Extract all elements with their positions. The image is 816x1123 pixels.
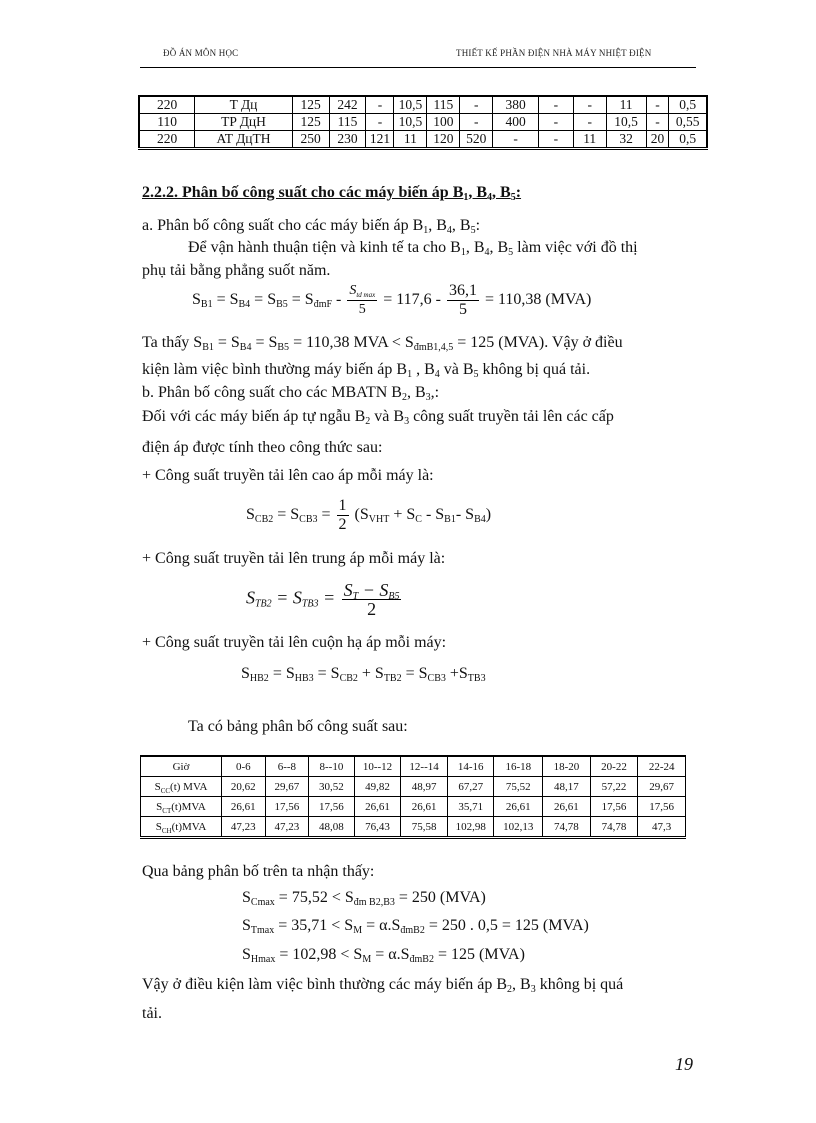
conclusion-line: Ta thấy $S_{B1} = S_{B4} = S_{B5} = 110,38$ MVA < $S_{đmB1,4,5} = 125$ (MVA). Vậy ở điều (142, 334, 623, 353)
table-row (141, 817, 686, 838)
table-row (139, 96, 707, 114)
equation-shb2: $S_{HB2} = S_{HB3} = S_{CB2} + S_{TB2} = S_{CB3} +S_{TB3}$ (241, 665, 486, 684)
table-cell: 0,55 (669, 114, 707, 131)
table-cell: 26,61 (401, 797, 448, 817)
table-cell: 11 (573, 131, 606, 149)
table-cell: 17,56 (265, 797, 309, 817)
paragraph-line: phụ tải bằng phẳng suốt năm. (142, 262, 331, 279)
list-item: + Công suất truyền tải lên cuộn hạ áp mỗi máy: (142, 634, 447, 651)
fraction: $\frac{S_T - S_{B5}}{2}$ (343, 580, 400, 619)
table-header-cell: 20-22 (590, 756, 638, 777)
table-row (141, 777, 686, 797)
table-cell: 74,78 (590, 817, 638, 838)
table-cell: 47,23 (265, 817, 309, 838)
table-cell: - (573, 114, 606, 131)
table-cell: 520 (460, 131, 493, 149)
table-cell: 10,5 (394, 114, 427, 131)
table-header-cell: Giờ (141, 756, 222, 777)
table-cell: 10,5 (394, 96, 427, 114)
table-row (141, 797, 686, 817)
table-cell: 121 (366, 131, 394, 149)
table-cell: 110 (139, 114, 195, 131)
table-cell: 115 (427, 96, 460, 114)
table-cell: 220 (139, 96, 195, 114)
table-header-cell: 14-16 (447, 756, 494, 777)
table-cell: 125 (292, 114, 329, 131)
header-rule (140, 67, 696, 68)
table-cell: T Дц (195, 96, 293, 114)
table-header-cell: 8--10 (309, 756, 355, 777)
table-cell: 400 (493, 114, 539, 131)
table-cell: 49,82 (354, 777, 401, 797)
table-cell: - (460, 114, 493, 131)
table-cell: - (366, 114, 394, 131)
table-cell: 67,27 (447, 777, 494, 797)
paragraph-line: điện áp được tính theo công thức sau: (142, 439, 383, 456)
fraction: $\frac{1}{2}$ (338, 497, 347, 533)
table-cell: 17,56 (309, 797, 355, 817)
conclusion-line: Vậy ở điều kiện làm việc bình thường các máy biến áp $B_2$, $B_3$ không bị quá (142, 976, 624, 995)
table-cell: 29,67 (265, 777, 309, 797)
table-cell: 74,78 (543, 817, 591, 838)
table-cell: 26,61 (543, 797, 591, 817)
table-cell: 380 (493, 96, 539, 114)
inequality-line: $S_{Tmax} = 35,71 < S_M = \alpha.S_{đmB2} = 250$ . 0,5 = 125 (MVA) (242, 917, 589, 936)
table-cell: 250 (292, 131, 329, 149)
table-cell: - (539, 131, 574, 149)
row-label: $S_{CC}(t)$ MVA (141, 777, 222, 797)
subsection-b-title: b. Phân bố công suất cho các MBATN $B_2$, $B_3$,: (142, 384, 440, 403)
table-cell: - (366, 96, 394, 114)
table-cell: TP ДцН (195, 114, 293, 131)
table-cell: 115 (329, 114, 366, 131)
table-cell: 48,97 (401, 777, 448, 797)
table-cell: 20,62 (222, 777, 266, 797)
table-cell: 125 (292, 96, 329, 114)
table-cell: - (573, 96, 606, 114)
table-header-cell: 0-6 (222, 756, 266, 777)
table-cell: 242 (329, 96, 366, 114)
header-left: ĐỒ ÁN MÔN HỌC (163, 48, 239, 58)
power-distribution-table (140, 755, 686, 839)
table-cell: 0,5 (669, 131, 707, 149)
table-cell: 76,43 (354, 817, 401, 838)
table-cell: 17,56 (638, 797, 686, 817)
subsection-a-title: a. Phân bố công suất cho các máy biến áp $B_1$, $B_4$, $B_5$: (142, 217, 481, 236)
table-cell: 20 (646, 131, 669, 149)
row-label: $S_{CT}(t)MVA$ (141, 797, 222, 817)
table-cell: 48,17 (543, 777, 591, 797)
table-body (139, 96, 707, 149)
table-row (139, 114, 707, 131)
table-cell: 102,98 (447, 817, 494, 838)
table-cell: 26,61 (354, 797, 401, 817)
paragraph-line: Đối với các máy biến áp tự ngẫu $B_2$ và $B_3$ công suất truyền tải lên các cấp (142, 408, 614, 427)
table-cell: 100 (427, 114, 460, 131)
table-cell: 75,58 (401, 817, 448, 838)
table-header-cell: 18-20 (543, 756, 591, 777)
table-cell: - (493, 131, 539, 149)
table-intro: Ta có bảng phân bố công suất sau: (188, 718, 408, 735)
table-cell: 48,08 (309, 817, 355, 838)
table-cell: 120 (427, 131, 460, 149)
inequality-line: $S_{Cmax} = 75,52 < S_{đm B2,B3} = 250$ (MVA) (242, 889, 486, 908)
section-heading: 2.2.2. Phân bố công suất cho các máy biến áp $B_1$, $B_4$, $B_5$: (142, 184, 522, 203)
table-cell: 102,13 (494, 817, 543, 838)
table-body (141, 777, 686, 838)
table-cell: 230 (329, 131, 366, 149)
table-header-cell: 10--12 (354, 756, 401, 777)
table-cell: - (539, 96, 574, 114)
table-cell: 10,5 (606, 114, 646, 131)
table-cell: 30,52 (309, 777, 355, 797)
table-cell: - (646, 96, 669, 114)
transformer-parameters-table (138, 95, 708, 150)
table-cell: 35,71 (447, 797, 494, 817)
table-cell: 26,61 (494, 797, 543, 817)
page-number: 19 (675, 1054, 693, 1074)
row-label: $S_{CH}(t)MVA$ (141, 817, 222, 838)
table-cell: - (460, 96, 493, 114)
table-cell: 32 (606, 131, 646, 149)
table-row (139, 131, 707, 149)
table-header-cell: 6--8 (265, 756, 309, 777)
table-cell: 220 (139, 131, 195, 149)
fraction: $\frac{S_{td max}}{5}$ (349, 283, 376, 317)
table-header-cell: 12--14 (401, 756, 448, 777)
list-item: + Công suất truyền tải lên cao áp mỗi máy là: (142, 467, 434, 484)
table-cell: - (539, 114, 574, 131)
conclusion-line: tải. (142, 1005, 162, 1022)
table-header-cell: 22-24 (638, 756, 686, 777)
table-cell: 57,22 (590, 777, 638, 797)
table-cell: - (646, 114, 669, 131)
paragraph-line: Qua bảng phân bố trên ta nhận thấy: (142, 863, 375, 880)
table-cell: 17,56 (590, 797, 638, 817)
paragraph-line: Để vận hành thuận tiện và kinh tế ta cho $B_1$, $B_4$, $B_5$ làm việc với đồ thị (188, 239, 638, 258)
table-header-cell: 16-18 (494, 756, 543, 777)
equation-sb1: $S_{B1} = S_{B4} = S_{B5} = S_{đmF}$ - $\frac{S_{td max}}{5}$ = 117,6 - $\frac{36,1}{5}$ = 110,38 (MVA) (192, 282, 592, 318)
table-cell: 75,52 (494, 777, 543, 797)
table-cell: 29,67 (638, 777, 686, 797)
list-item: + Công suất truyền tải lên trung áp mỗi máy là: (142, 550, 446, 567)
fraction: $\frac{36,1}{5}$ (448, 282, 477, 318)
table-header-row (141, 756, 686, 777)
table-cell: 47,3 (638, 817, 686, 838)
table-cell: 26,61 (222, 797, 266, 817)
table-cell: 11 (394, 131, 427, 149)
conclusion-line: kiện làm việc bình thường máy biến áp $B_1$ , $B_4$ và $B_5$ không bị quá tải. (142, 361, 591, 380)
table-cell: 11 (606, 96, 646, 114)
inequality-line: $S_{Hmax} = 102,98 < S_M = \alpha.S_{đmB2} = 125$ (MVA) (242, 946, 525, 965)
table-cell: AT ДцТН (195, 131, 293, 149)
equation-stb2: $S_{TB2} = S_{TB3}$ = $\frac{S_T - S_{B5}}{2}$ (246, 580, 400, 619)
table-cell: 47,23 (222, 817, 266, 838)
header-right: THIẾT KẾ PHẦN ĐIỆN NHÀ MÁY NHIỆT ĐIỆN (456, 48, 652, 58)
equation-scb2: $S_{CB2} = S_{CB3}$ = $\frac{1}{2}$ ($S_{VHT} + S_C - S_{B1}-$ $S_{B4}$) (246, 497, 492, 533)
table-cell: 0,5 (669, 96, 707, 114)
